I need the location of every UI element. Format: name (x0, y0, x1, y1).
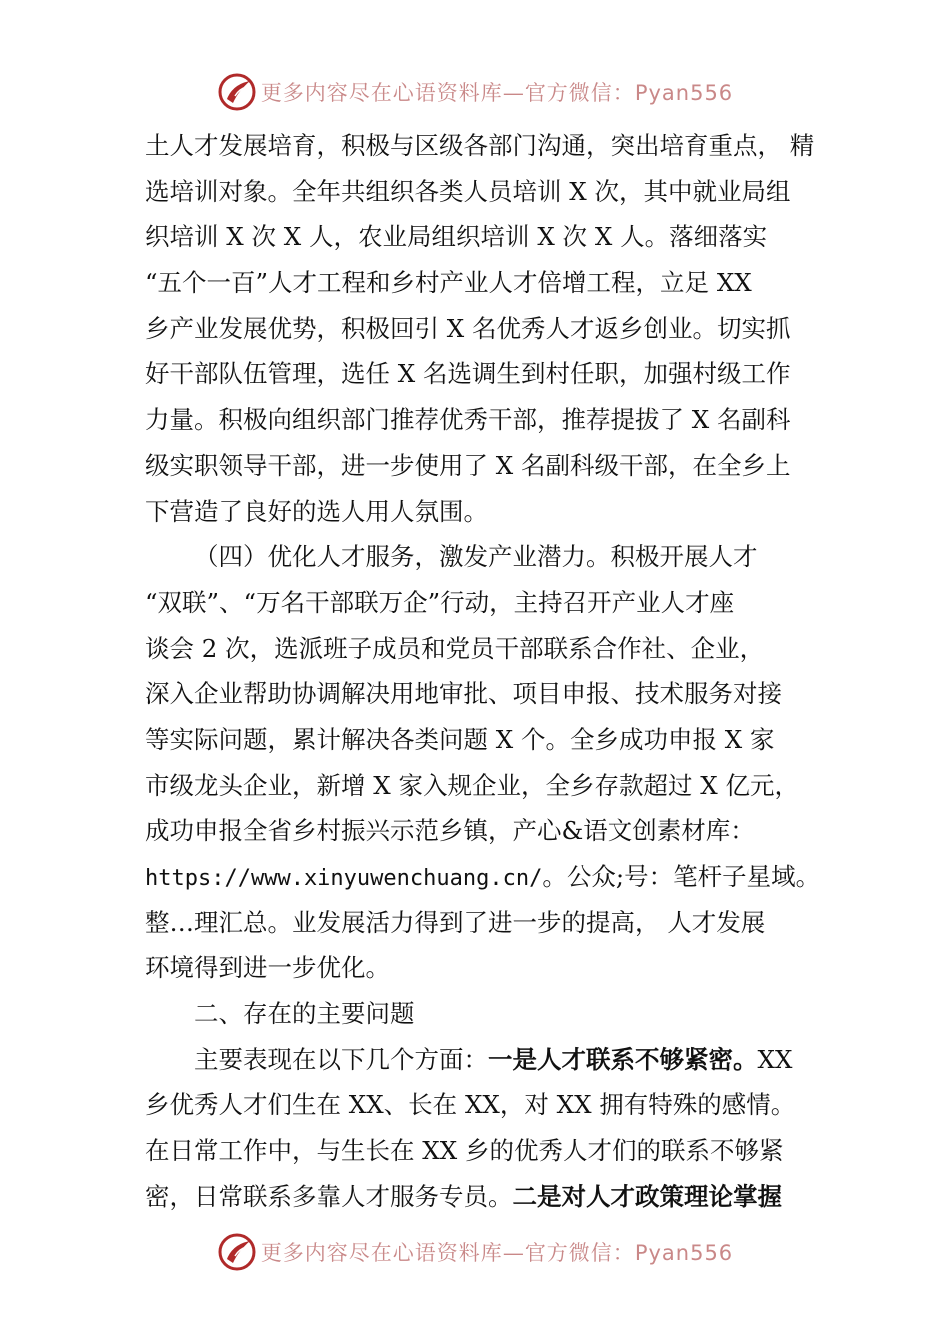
url-text: https://www.xinyuwenchuang.cn/ (145, 866, 543, 891)
text-line: 乡优秀人才们生在 XX、长在 XX，对 XX 拥有特殊的感情。 (145, 1090, 796, 1120)
header-wechat-label: 官方微信： (524, 81, 635, 105)
text-line: 土人才发展培育，积极与区级各部门沟通，突出培育重点， 精 (145, 131, 815, 160)
text-line: 乡产业发展优势，积极回引 X 名优秀人才返乡创业。切实抓 (145, 313, 791, 343)
text-span: 主要表现在以下几个方面： (194, 1044, 488, 1074)
footer-dash: — (502, 1241, 525, 1265)
text-line: “双联”、“万名干部联万企”行动，主持召开产业人才座 (145, 587, 735, 617)
header-dash: — (502, 81, 525, 105)
brand-logo-icon (217, 72, 257, 112)
text-line: 选培训对象。全年共组织各类人员培训 X 次，其中就业局组 (145, 176, 791, 206)
text-line: 好干部队伍管理，选任 X 名选调生到村任职，加强村级工作 (145, 359, 791, 389)
text-line: “五个一百”人才工程和乡村产业人才倍增工程，立足 XX (145, 268, 752, 298)
text-line: 谈会 2 次，选派班子成员和党员干部联系合作社、企业， (145, 633, 765, 663)
section-heading-four: （四）优化人才服务，激发产业潜力。积极开展人才 (194, 542, 758, 572)
bold-point-one: 一是人才联系不够紧密。 (488, 1044, 758, 1074)
text-line (145, 1174, 820, 1220)
text-line: 整…理汇总。业发展活力得到了进一步的提高， 人才发展 (145, 907, 766, 937)
text-span: XX (757, 1044, 793, 1074)
text-line-url (145, 854, 820, 900)
text-line: 环境得到进一步优化。 (145, 953, 390, 983)
text-line: 下营造了良好的选人用人氛围。 (145, 496, 488, 526)
footer-brand: 更多内容尽在心语资料库 (260, 1241, 503, 1265)
text-line: 市级龙头企业，新增 X 家入规企业，全乡存款超过 X 亿元， (145, 770, 800, 800)
text-line (145, 1037, 820, 1083)
header-text (261, 77, 733, 107)
document-body (145, 123, 820, 1220)
text-line: 力量。积极向组织部门推荐优秀干部，推荐提拔了 X 名副科 (145, 405, 791, 435)
brand-logo-icon (217, 1232, 257, 1272)
text-line: 等实际问题，累计解决各类问题 X 个。全乡成功申报 X 家 (145, 724, 775, 754)
text-line: 织培训 X 次 X 人，农业局组织培训 X 次 X 人。落细落实 (145, 222, 768, 252)
text-line: 深入企业帮助协调解决用地审批、项目申报、技术服务对接 (145, 679, 782, 709)
header-wechat-id: Pyan556 (634, 81, 734, 105)
text-span: 。公众;号：笔杆子星域。 (542, 862, 820, 891)
text-span: 密，日常联系多靠人才服务专员。 (145, 1181, 513, 1211)
section-heading-problems: 二、存在的主要问题 (194, 999, 415, 1029)
text-line: 级实职领导干部，进一步使用了 X 名副科级干部，在全乡上 (145, 450, 791, 480)
header-watermark (0, 70, 950, 114)
bold-point-two: 二是对人才政策理论掌握 (512, 1181, 782, 1211)
footer-wechat-label: 官方微信： (524, 1241, 635, 1265)
text-line: 成功申报全省乡村振兴示范乡镇，产心&语文创素材库： (145, 816, 755, 846)
footer-text (261, 1237, 733, 1267)
footer-wechat-id: Pyan556 (634, 1241, 734, 1265)
footer-watermark (0, 1230, 950, 1274)
header-brand: 更多内容尽在心语资料库 (260, 81, 503, 105)
text-line: 在日常工作中，与生长在 XX 乡的优秀人才们的联系不够紧 (145, 1136, 784, 1166)
